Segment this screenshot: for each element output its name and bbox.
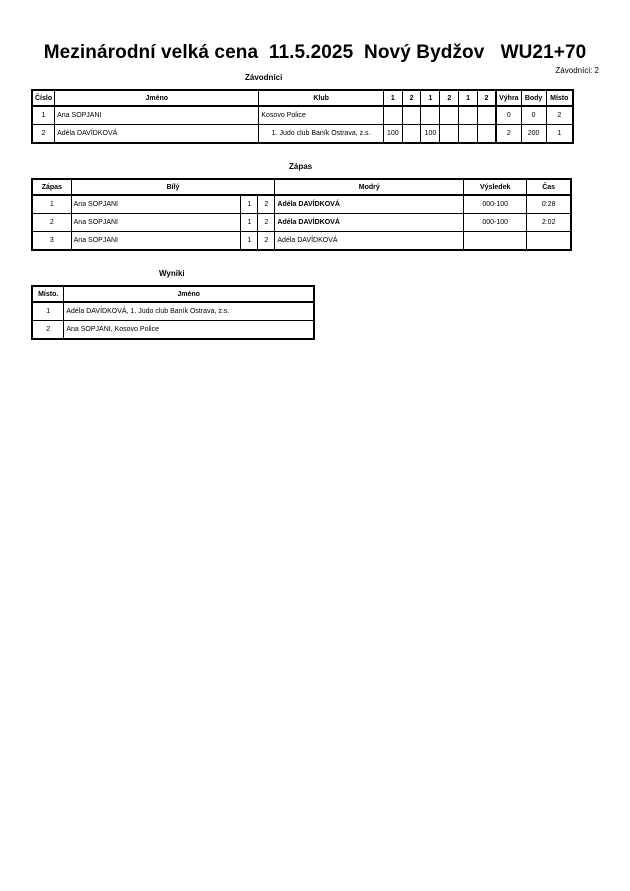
round-score [402,125,421,144]
match-result [464,232,527,251]
match-time: 2:02 [527,214,571,232]
round-score [421,106,440,125]
blue-fighter: Adéla DAVÍDKOVÁ [275,232,464,251]
col-name: Jméno [64,286,314,302]
competitor-points: 0 [521,106,546,125]
match-result: 000-100 [464,214,527,232]
blue-fighter: Adéla DAVÍDKOVÁ [275,214,464,232]
col-place: Místo [546,90,573,106]
competitor-club: 1. Judo club Baník Ostrava, z.s. [259,125,383,144]
match-number: 2 [32,214,71,232]
round-score [477,106,496,125]
competitor-place: 1 [546,125,573,144]
table-row [32,106,573,125]
round-score: 100 [421,125,440,144]
white-fighter: Ana SOPJANI [71,232,241,251]
results-section-title: Wyniki [159,269,185,278]
result-name: Adéla DAVÍDKOVÁ, 1. Judo club Baník Ostrava, z.s. [64,302,314,321]
competitor-number: 2 [32,125,55,144]
col-blue: Modrý [275,179,464,195]
col-result: Výsledek [464,179,527,195]
table-row [32,321,314,340]
matches-section-title: Zápas [289,162,313,171]
matches-table [31,178,572,251]
col-round: 1 [459,90,478,106]
competitor-name: Ana SOPJANI [55,106,259,125]
col-wins: Výhra [496,90,521,106]
col-round: 2 [440,90,459,106]
match-result: 000-100 [464,195,527,214]
white-score: 1 [241,214,258,232]
round-score [459,125,478,144]
white-score: 1 [241,195,258,214]
round-score [383,106,402,125]
match-time [527,232,571,251]
match-time: 0:28 [527,195,571,214]
competitor-wins: 2 [496,125,521,144]
round-score [440,125,459,144]
col-time: Čas [527,179,571,195]
competitor-place: 2 [546,106,573,125]
white-fighter: Ana SOPJANI [71,195,241,214]
col-place: Místo. [32,286,64,302]
col-number: Číslo [32,90,55,106]
competitor-wins: 0 [496,106,521,125]
round-score [459,106,478,125]
competitors-header-row [32,90,573,106]
col-round: 1 [383,90,402,106]
col-points: Body [521,90,546,106]
table-row [32,195,571,214]
result-name: Ana SOPJANI, Kosovo Police [64,321,314,340]
table-row [32,302,314,321]
blue-score: 2 [258,195,275,214]
col-name: Jméno [55,90,259,106]
page-title: Mezinárodní velká cena 11.5.2025 Nový Bydžov WU21+70 [43,42,587,63]
round-score: 100 [383,125,402,144]
col-match: Zápas [32,179,71,195]
blue-fighter: Adéla DAVÍDKOVÁ [275,195,464,214]
round-score [477,125,496,144]
round-score [402,106,421,125]
table-row [32,232,571,251]
col-club: Klub [259,90,383,106]
table-row [32,125,573,144]
col-round: 2 [477,90,496,106]
table-row [32,214,571,232]
col-round: 2 [402,90,421,106]
competitor-name: Adéla DAVÍDKOVÁ [55,125,259,144]
competitor-count: Závodníci: 2 [555,66,599,75]
competitor-club: Kosovo Police [259,106,383,125]
col-round: 1 [421,90,440,106]
blue-score: 2 [258,214,275,232]
white-fighter: Ana SOPJANI [71,214,241,232]
result-place: 1 [32,302,64,321]
match-number: 1 [32,195,71,214]
competitors-section-title: Závodníci [245,73,283,82]
match-number: 3 [32,232,71,251]
round-score [440,106,459,125]
results-header-row [32,286,314,302]
col-white: Bílý [71,179,275,195]
competitor-number: 1 [32,106,55,125]
matches-header-row [32,179,571,195]
blue-score: 2 [258,232,275,251]
white-score: 1 [241,232,258,251]
competitor-points: 200 [521,125,546,144]
result-place: 2 [32,321,64,340]
results-table [31,285,315,340]
competitors-table [31,89,574,144]
